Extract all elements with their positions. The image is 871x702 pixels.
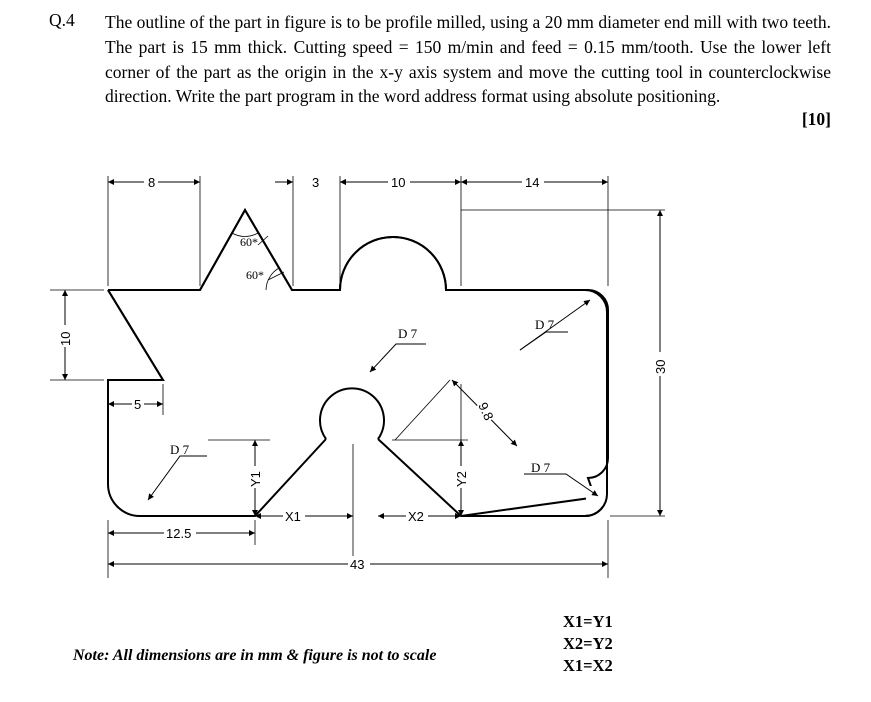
dim-8: 8 (148, 175, 156, 190)
equation-x2-y2: X2=Y2 (563, 634, 613, 653)
equation-x1-y1: X1=Y1 (563, 612, 613, 631)
feature-labels (170, 235, 555, 475)
question-number: Q.4 (49, 10, 75, 30)
dim-9-8: 9.8 (475, 399, 497, 423)
dimension-texts (57, 174, 668, 572)
dim-3: 3 (312, 175, 320, 190)
dim-x2: X2 (408, 509, 424, 524)
dimension-lines (65, 182, 660, 564)
dim-14: 14 (525, 175, 540, 190)
extension-lines (50, 176, 665, 578)
dim-10-left: 10 (58, 331, 73, 346)
diameter-label-left: D 7 (170, 442, 190, 457)
diameter-label-center: D 7 (398, 326, 418, 341)
angle-label-bottom: 60* (246, 268, 264, 282)
dim-30: 30 (653, 359, 668, 374)
dim-y2: Y2 (454, 471, 469, 487)
question-marks: [10] (801, 109, 831, 129)
equation-list (563, 611, 613, 677)
diameter-label-bottom-right: D 7 (531, 460, 551, 475)
dim-10-top: 10 (391, 175, 406, 190)
dim-43: 43 (350, 557, 365, 572)
dim-5: 5 (134, 397, 142, 412)
question-text: The outline of the part in figure is to be profile milled, using a 20 mm diameter end mill with two teeth. The part is 15 mm thick. Cutting speed = 150 m/min and feed = 0.15 mm/tooth. Use the lower left corner of the part as the origin in the x-y axis system and move the cutting tool in counterclockwise direction. Write the part program in the word address format using absolute positioning. (105, 12, 831, 107)
angle-label-top: 60* (240, 235, 258, 249)
equation-x1-x2: X1=X2 (563, 656, 613, 675)
dimension-note: Note: All dimensions are in mm & figure is not to scale (73, 647, 437, 664)
dim-12-5: 12.5 (166, 526, 192, 541)
dim-x1: X1 (285, 509, 301, 524)
dim-y1: Y1 (248, 471, 263, 487)
diameter-label-top-right: D 7 (535, 317, 555, 332)
